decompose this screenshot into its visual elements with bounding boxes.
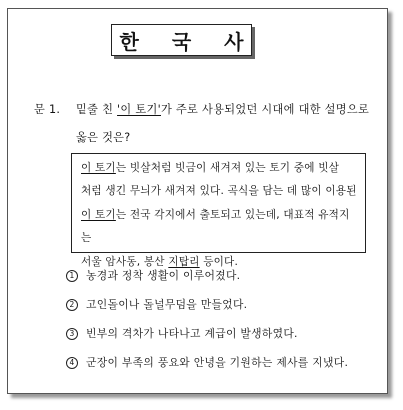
passage-text: 는 전국 각지에서 출토되고 있는데, 대표적 유적지는 [81, 208, 350, 245]
choice-1[interactable] [66, 261, 386, 290]
choice-text: 빈부의 격차가 나타나고 계급이 발생하였다. [86, 326, 298, 340]
question-text-part: 가 주로 사용되었던 시대에 대한 설명으로 [160, 103, 370, 116]
page-title: 한 국 사 [119, 29, 257, 54]
question [34, 96, 384, 152]
choice-3[interactable] [66, 319, 386, 348]
passage-text: 는 빗살처럼 빗금이 새겨져 있는 토기 중에 빗살 [115, 162, 340, 174]
choice-text: 고인돌이나 돌널무덤을 만들었다. [86, 297, 248, 311]
passage-line-1 [81, 157, 359, 180]
choice-text: 농경과 정착 생활이 이루어졌다. [86, 268, 241, 282]
passage-box [71, 153, 366, 268]
choice-number-circle: 3 [66, 328, 78, 340]
question-line-1 [76, 96, 384, 124]
question-text [39, 96, 384, 152]
choice-number-circle: 4 [66, 357, 78, 369]
choice-number-circle: 2 [66, 299, 78, 311]
passage-line-3 [81, 204, 359, 251]
choice-text: 군장이 부족의 풍요와 안녕을 기원하는 제사를 지냈다. [86, 355, 349, 369]
choice-4[interactable] [66, 348, 386, 377]
question-number: 문 1. [34, 103, 61, 116]
question-text-part: 밑줄 친 [76, 103, 118, 116]
title-box [111, 24, 257, 56]
choice-list [66, 261, 386, 377]
underlined-term: 이 토기 [81, 162, 116, 174]
passage-line-2: 처럼 생긴 무늬가 새겨져 있다. 곡식을 담는 데 많이 이용된 [81, 185, 357, 198]
passage-text: 서울 암사동, 봉산 [81, 255, 169, 268]
choice-number-circle: 1 [66, 270, 78, 282]
underlined-term: 지탑리 [168, 255, 200, 268]
choice-2[interactable] [66, 290, 386, 319]
underlined-term: 이 토기 [81, 208, 116, 221]
passage-text: 등이다. [199, 255, 239, 268]
question-line-2: 옳은 것은? [76, 131, 131, 144]
question-quoted-term: '이 토기' [117, 103, 161, 116]
